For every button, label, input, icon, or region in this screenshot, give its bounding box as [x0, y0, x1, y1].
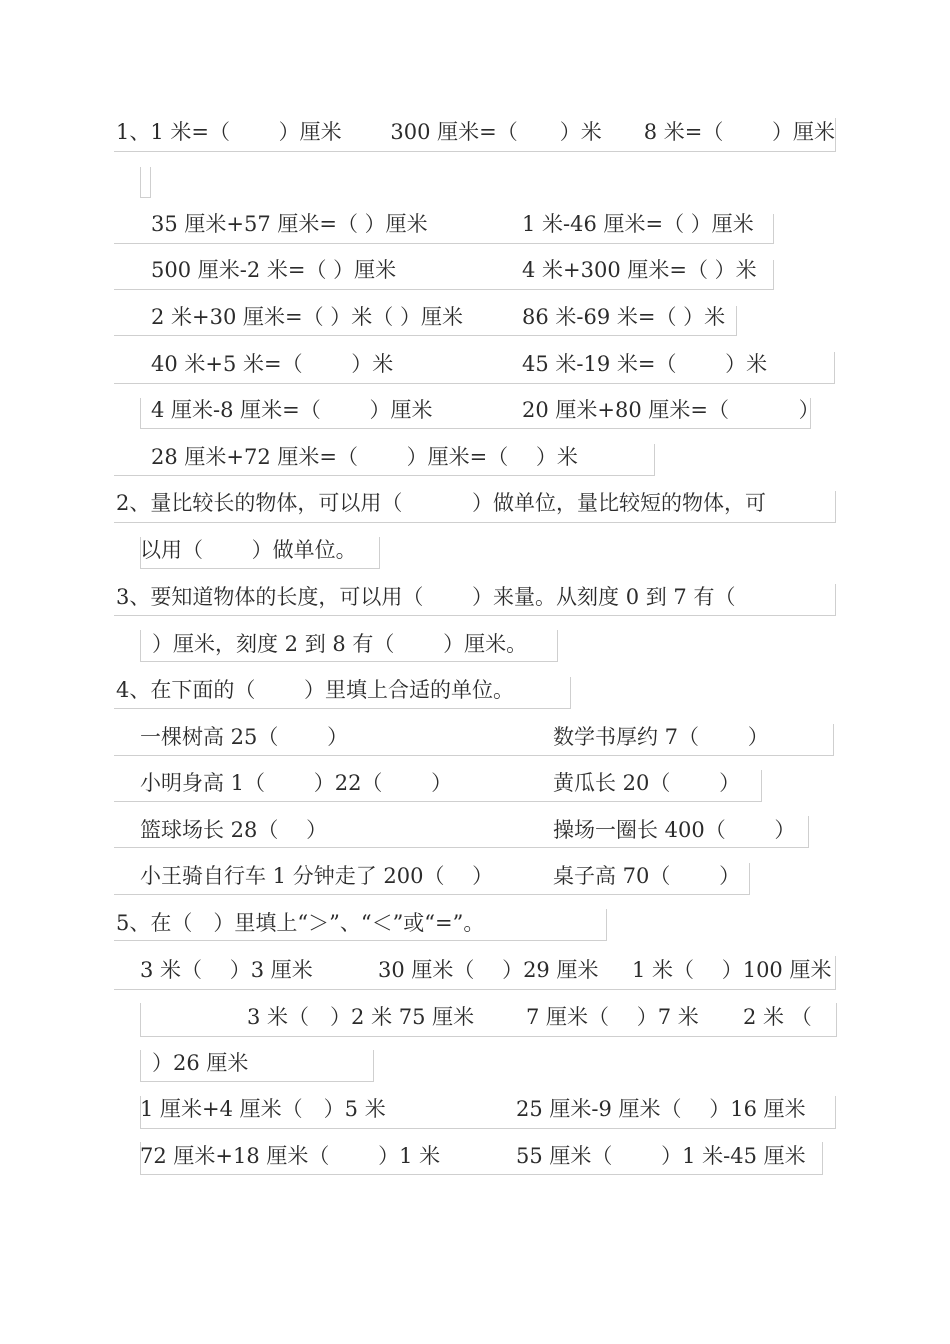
q5-row2-c: 2 米 （: [743, 1005, 812, 1029]
q2-line1: 2、量比较长的物体，可以用（ ）做单位，量比较短的物体，可: [116, 491, 767, 515]
q5-row2b: ）26 厘米: [152, 1051, 249, 1075]
q5-row1-c: 1 米（ ）100 厘米: [632, 958, 832, 982]
q1-row2-right: 4 米+300 厘米=（ ）米: [522, 258, 757, 282]
q1-row2-left: 500 厘米-2 米=（ ）厘米: [151, 258, 397, 282]
q4-row2-right: 黄瓜长 20（ ）: [553, 771, 741, 795]
q1-row3-right: 86 米-69 米=（ ）米: [522, 305, 726, 329]
q1-row1-right: 1 米-46 厘米=（ ）厘米: [522, 212, 754, 236]
q5-row1-b: 30 厘米（ ）29 厘米: [378, 958, 599, 982]
q4-row4-right: 桌子高 70（ ）: [553, 864, 741, 888]
q4-row2-left: 小明身高 1（ ）22（ ）: [140, 771, 453, 795]
q1-row5-right: 20 厘米+80 厘米=（ ）: [522, 398, 820, 422]
q5-row2-box: [140, 1003, 837, 1037]
q1-row4-left: 40 米+5 米=（ ）米: [151, 352, 394, 376]
q5-row1-a: 3 米（ ）3 厘米: [140, 958, 313, 982]
q3-line1: 3、要知道物体的长度，可以用（ ）来量。从刻度 0 到 7 有（: [116, 585, 736, 609]
q1-row4-right: 45 米-19 米=（ ）米: [522, 352, 768, 376]
q1-row1-left: 35 厘米+57 厘米=（ ）厘米: [151, 212, 428, 236]
q3-line2: ）厘米，刻度 2 到 8 有（ ）厘米。: [152, 632, 528, 656]
q5-row3-a: 1 厘米+4 厘米（ ）5 米: [140, 1097, 386, 1121]
q2-line2: 以用（ ）做单位。: [140, 538, 357, 562]
q1-row3-left: 2 米+30 厘米=（ ）米（ ）厘米: [151, 305, 463, 329]
q5-row4-a: 72 厘米+18 厘米（ ）1 米: [140, 1144, 441, 1168]
q5-row2-b: 7 厘米（ ）7 米: [526, 1005, 699, 1029]
q4-title: 4、在下面的（ ）里填上合适的单位。: [116, 678, 515, 702]
q5-row2-a: 3 米（ ）2 米 75 厘米: [247, 1005, 475, 1029]
q5-title: 5、在（ ）里填上“＞”、“＜”或“=”。: [116, 911, 485, 935]
q5-row4-b: 55 厘米（ ）1 米-45 厘米: [516, 1144, 806, 1168]
q1-row5-left: 4 厘米-8 厘米=（ ）厘米: [151, 398, 433, 422]
q1-blank-mark: [140, 167, 151, 198]
q5-row3-b: 25 厘米-9 厘米（ ）16 厘米: [516, 1097, 806, 1121]
q4-row1-left: 一棵树高 25（ ）: [140, 725, 349, 749]
q1-line1: 1、1 米=（ ）厘米 300 厘米=（ ）米 8 米=（ ）厘米: [116, 120, 836, 144]
q4-row3-right: 操场一圈长 400（ ）: [553, 818, 796, 842]
q1-last: 28 厘米+72 厘米=（ ）厘米=（ ）米: [151, 445, 578, 469]
q4-row1-right: 数学书厚约 7（ ）: [553, 725, 769, 749]
q4-row4-left: 小王骑自行车 1 分钟走了 200（ ）: [140, 864, 494, 888]
q4-row3-left: 篮球场长 28（ ）: [140, 818, 328, 842]
